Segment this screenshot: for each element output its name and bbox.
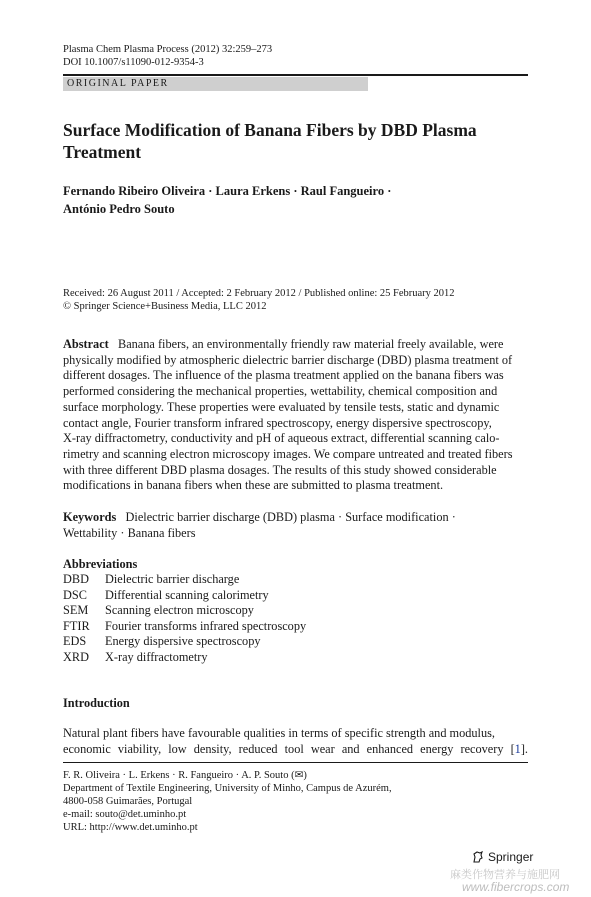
abbreviations	[63, 556, 528, 666]
footnote-email[interactable]: e-mail: souto@det.uminho.pt	[63, 809, 187, 820]
watermark-cn: 麻类作物营养与施肥网	[450, 868, 560, 881]
introduction-line: economic viability, low density, reduced tool wear and enhanced energy recovery [1].	[63, 741, 528, 756]
springer-logo	[471, 850, 533, 864]
watermark-url: www.fibercrops.com	[462, 880, 570, 894]
abstract-line: physically modified by atmospheric dielectric barrier discharge (DBD) plasma treatment of	[63, 352, 513, 367]
copyright-line: © Springer Science+Business Media, LLC 2012	[63, 301, 267, 312]
abbreviation-term: DSC	[63, 587, 87, 602]
introduction-body	[63, 726, 528, 757]
paper-title: Surface Modification of Banana Fibers by DBD Plasma Treatment	[63, 120, 477, 162]
abbreviation-row	[63, 572, 528, 588]
footnote-department: Department of Textile Engineering, University of Minho, Campus de Azurém,	[63, 783, 392, 794]
abbreviation-row	[63, 603, 528, 619]
abstract-line: X-ray diffractometry, conductivity and pH of aqueous extract, differential scanning calo-	[63, 431, 500, 446]
dates-line: Received: 26 August 2011 / Accepted: 2 February 2012 / Published online: 25 February 2012	[63, 288, 455, 299]
springer-wordmark: Springer	[488, 850, 534, 864]
journal-citation: Plasma Chem Plasma Process (2012) 32:259–273	[63, 44, 273, 55]
abbreviation-row	[63, 650, 528, 666]
keywords-line: Wettability · Banana fibers	[63, 525, 196, 540]
abbreviation-row	[63, 619, 528, 635]
abstract-label: Abstract	[63, 337, 109, 351]
article-type-badge: ORIGINAL PAPER	[63, 77, 368, 91]
author-list	[63, 182, 528, 218]
author-line-2: António Pedro Souto	[63, 202, 175, 216]
abbreviation-row	[63, 588, 528, 604]
abstract	[63, 337, 528, 494]
abbreviation-definition: Fourier transforms infrared spectroscopy	[105, 618, 307, 633]
author-line-1: Fernando Ribeiro Oliveira · Laura Erkens · Raul Fangueiro ·	[63, 184, 392, 198]
footnote-authors: F. R. Oliveira · L. Erkens · R. Fangueiro · A. P. Souto (✉)	[63, 770, 307, 781]
introduction-line: Natural plant fibers have favourable qualities in terms of specific strength and modulus,	[63, 726, 495, 740]
springer-horse-icon	[471, 850, 485, 864]
header-rule	[63, 74, 528, 76]
footnote-rule	[63, 762, 528, 763]
abstract-line: surface morphology. These properties were evaluated by tensile tests, static and dynamic	[63, 399, 500, 414]
abbreviation-term: FTIR	[63, 618, 90, 633]
abbreviation-term: SEM	[63, 603, 89, 618]
abstract-line: contact angle, Fourier transform infrared spectroscopy, energy dispersive spectroscopy,	[63, 415, 492, 430]
abstract-line: Abstract Banana fibers, an environmentally friendly raw material freely available, were	[63, 337, 504, 351]
abbreviation-term: DBD	[63, 572, 89, 586]
abbreviations-heading: Abbreviations	[63, 557, 138, 571]
keywords-label: Keywords	[63, 510, 117, 524]
abbreviation-row	[63, 634, 528, 650]
keywords-line: Keywords Dielectric barrier discharge (DBD) plasma · Surface modification ·	[63, 510, 456, 524]
doi: DOI 10.1007/s11090-012-9354-3	[63, 57, 204, 68]
abbreviation-term: EDS	[63, 634, 87, 649]
abstract-line: performed considering the mechanical properties, wettability, chemical composition and	[63, 384, 498, 399]
abbreviation-definition: Dielectric barrier discharge	[105, 572, 240, 586]
abbreviation-definition: Differential scanning calorimetry	[105, 587, 269, 602]
keywords	[63, 510, 528, 541]
abstract-line: modifications in banana fibers when these are submitted to plasma treatment.	[63, 478, 444, 493]
footnote-url[interactable]: URL: http://www.det.uminho.pt	[63, 822, 198, 833]
author-affiliation	[63, 769, 528, 834]
abbreviation-definition: Scanning electron microscopy	[105, 603, 254, 618]
introduction-heading: Introduction	[63, 696, 130, 710]
citation-link[interactable]: 1	[514, 741, 521, 756]
abstract-line: with three different DBD plasma dosages. The results of this study showed considerable	[63, 462, 497, 477]
abstract-line: different dosages. The influence of the plasma treatment applied on the banana fibers was	[63, 368, 504, 383]
abbreviation-definition: X-ray diffractometry	[105, 649, 208, 664]
footnote-city: 4800-058 Guimarães, Portugal	[63, 796, 193, 807]
envelope-icon: ✉	[294, 770, 304, 781]
abstract-line: rimetry and scanning electron microscopy images. We compare untreated and treated fibers	[63, 446, 513, 461]
abbreviation-definition: Energy dispersive spectroscopy	[105, 634, 261, 649]
abbreviation-term: XRD	[63, 649, 89, 664]
publication-dates	[63, 287, 528, 313]
